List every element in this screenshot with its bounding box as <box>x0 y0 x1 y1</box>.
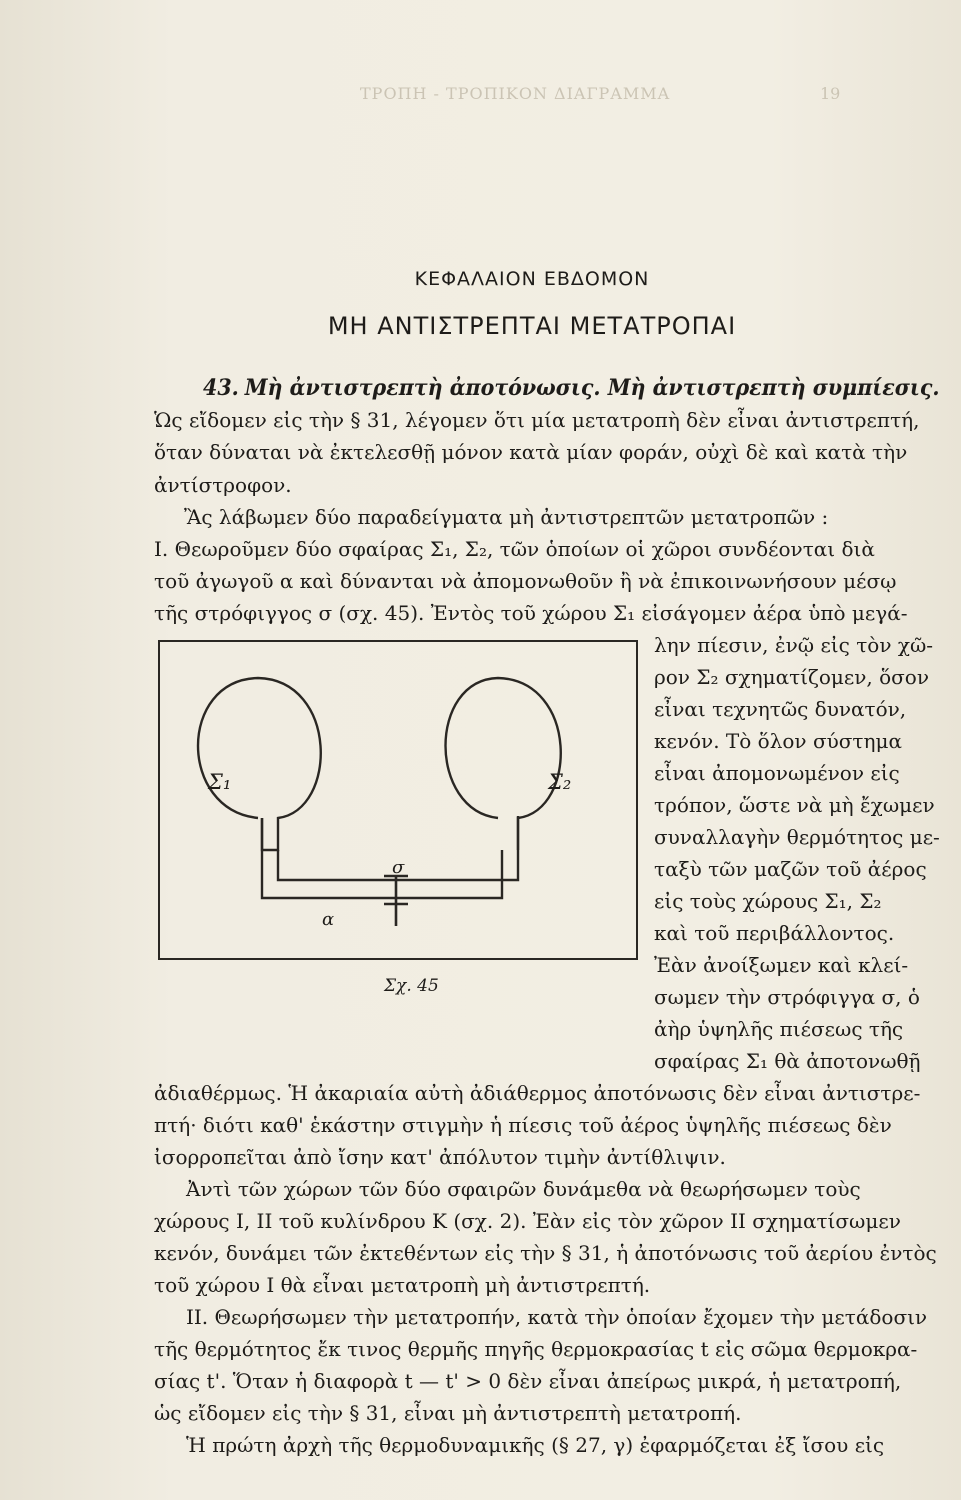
side-text-line: ταξὺ τῶν μαζῶν τοῦ ἀέρος <box>654 857 927 881</box>
side-text-line: σωμεν τὴν στρόφιγγα σ, ὁ <box>654 985 920 1009</box>
label-stopcock: σ <box>392 857 405 878</box>
text-line: τοῦ χώρου I θὰ εἶναι μετατροπὴ μὴ ἀντιστρεπτή. <box>154 1273 651 1297</box>
side-text-line: τρόπον, ὥστε νὰ μὴ ἔχωμεν <box>654 793 935 817</box>
bleed-through-page-number: 19 <box>820 84 841 103</box>
section-title: Μὴ ἀντιστρεπτὴ ἀποτόνωσις. Μὴ ἀντιστρεπτὴ συμπίεσις. <box>244 375 940 401</box>
side-text-line: καὶ τοῦ περιβάλλοντος. <box>654 921 895 945</box>
side-text-line: εἰς τοὺς χώρους Σ₁, Σ₂ <box>654 889 882 913</box>
text-line: ὡς εἴδομεν εἰς τὴν § 31, εἶναι μὴ ἀντιστρεπτὴ μετατροπή. <box>154 1401 742 1425</box>
text-line: ἀντίστροφον. <box>154 473 292 497</box>
side-text-line: ἀὴρ ὑψηλῆς πιέσεως τῆς <box>654 1017 904 1041</box>
text-line: τοῦ ἀγωγοῦ α καὶ δύνανται νὰ ἀπομονωθοῦν ἢ νὰ ἐπικοινωνήσουν μέσῳ <box>154 569 897 593</box>
side-text-line: σφαίρας Σ₁ θὰ ἀποτονωθῇ <box>654 1049 921 1073</box>
text-line: Ἡ πρώτη ἀρχὴ τῆς θερμοδυναμικῆς (§ 27, γ) ἐφαρμόζεται ἐξ ἴσου εἰς <box>186 1433 885 1457</box>
side-text-line: λην πίεσιν, ἐνῷ εἰς τὸν χῶ- <box>654 633 934 657</box>
text-line: χώρους I, II τοῦ κυλίνδρου K (σχ. 2). Ἐὰν εἰς τὸν χῶρον II σχηματίσωμεν <box>154 1209 901 1233</box>
pipe-outer <box>262 818 502 898</box>
side-text-line: Ἐὰν ἀνοίξωμεν καὶ κλεί- <box>654 953 909 977</box>
bleed-through-header: ΤΡΟΠΗ - ΤΡΟΠΙΚΟΝ ΔΙΑΓΡΑΜΜΑ <box>360 84 671 103</box>
section-heading <box>203 376 940 400</box>
text-line: κενόν, δυνάμει τῶν ἐκτεθέντων εἰς τὴν § 31, ἡ ἀποτόνωσις τοῦ ἀερίου ἐντὸς <box>154 1241 937 1265</box>
label-pipe: α <box>322 909 335 930</box>
text-line: II. Θεωρήσωμεν τὴν μετατροπήν, κατὰ τὴν ὁποίαν ἔχομεν τὴν μετάδοσιν <box>186 1305 928 1329</box>
text-line: τῆς θερμότητος ἔκ τινος θερμῆς πηγῆς θερμοκρασίας t εἰς σῶμα θερμοκρα- <box>154 1337 918 1361</box>
text-line: πτή· διότι καθ' ἑκάστην στιγμὴν ἡ πίεσις τοῦ ἀέρος ὑψηλῆς πιέσεως δὲν <box>154 1113 892 1137</box>
label-sigma-1: Σ₁ <box>208 770 232 794</box>
section-number: 43. <box>203 375 239 401</box>
side-text-line: εἶναι ἀπομονωμένον εἰς <box>654 761 900 785</box>
chapter-title: ΜΗ ΑΝΤΙΣΤΡΕΠΤΑΙ ΜΕΤΑΤΡΟΠΑΙ <box>327 312 737 340</box>
text-line: σίας t'. Ὅταν ἡ διαφορὰ t — t' > 0 δὲν εἶναι ἀπείρως μικρά, ἡ μετατροπή, <box>154 1369 902 1393</box>
text-line: τῆς στρόφιγγος σ (σχ. 45). Ἐντὸς τοῦ χώρου Σ₁ εἰσάγομεν ἀέρα ὑπὸ μεγά- <box>154 601 908 625</box>
figure-caption: Σχ. 45 <box>384 976 439 996</box>
text-line: Ὡς εἴδομεν εἰς τὴν § 31, λέγομεν ὅτι μία μετατροπὴ δὲν εἶναι ἀντιστρεπτή, <box>154 408 920 432</box>
text-line: ὅταν δύναται νὰ ἐκτελεσθῇ μόνον κατὰ μίαν φοράν, οὐχὶ δὲ καὶ κατὰ τὴν <box>154 440 908 464</box>
side-text-line: εἶναι τεχνητῶς δυνατόν, <box>654 697 907 721</box>
figure-45-diagram <box>158 640 638 960</box>
label-sigma-2: Σ₂ <box>548 770 572 794</box>
text-line: Ἂς λάβωμεν δύο παραδείγματα μὴ ἀντιστρεπτῶν μετατροπῶν : <box>184 505 829 529</box>
text-line: ἀδιαθέρμως. Ἡ ἀκαριαία αὐτὴ ἀδιάθερμος ἀποτόνωσις δὲν εἶναι ἀντιστρε- <box>154 1081 921 1105</box>
sphere-2-outline <box>446 678 561 850</box>
side-text-line: κενόν. Τὸ ὅλον σύστημα <box>654 729 902 753</box>
figure-frame <box>159 641 637 959</box>
text-line: ἰσορροπεῖται ἀπὸ ἴσην κατ' ἀπόλυτον τιμὴν ἀντίθλιψιν. <box>154 1145 726 1169</box>
side-text-line: συναλλαγὴν θερμότητος με- <box>654 825 940 849</box>
side-text-line: ρον Σ₂ σχηματίζομεν, ὅσον <box>654 665 929 689</box>
sphere-1-outline <box>198 678 321 850</box>
chapter-kicker: ΚΕΦΑΛΑΙΟΝ ΕΒΔΟΜΟΝ <box>414 268 650 290</box>
text-line: Ἀντὶ τῶν χώρων τῶν δύο σφαιρῶν δυνάμεθα νὰ θεωρήσωμεν τοὺς <box>186 1177 861 1201</box>
text-line: I. Θεωροῦμεν δύο σφαίρας Σ₁, Σ₂, τῶν ὁποίων οἱ χῶροι συνδέονται διὰ <box>154 537 875 561</box>
